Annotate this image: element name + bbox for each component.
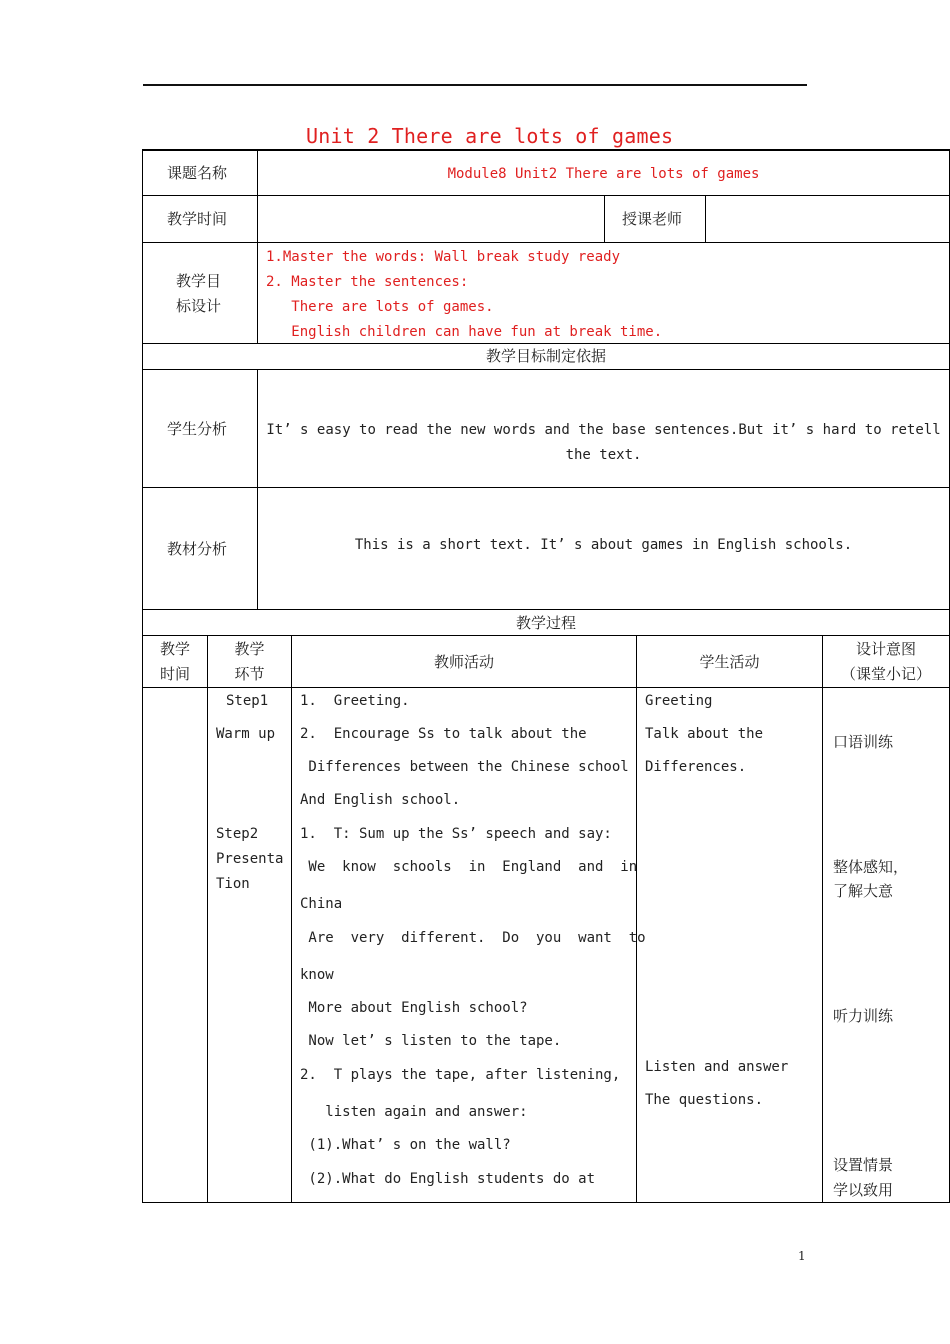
student-activity-line: Greeting bbox=[645, 693, 713, 709]
teacher-activity-line: know bbox=[300, 967, 334, 983]
teacher-activity-line: 2. Encourage Ss to talk about the bbox=[300, 726, 587, 742]
material-analysis-text: This is a short text. It’ s about games in English schools. bbox=[354, 537, 853, 553]
step-label: Step1 bbox=[226, 693, 269, 709]
intent-note: 了解大意 bbox=[833, 882, 894, 900]
process-header: 教学过程 bbox=[515, 614, 576, 632]
col-teacher-header: 教师活动 bbox=[433, 653, 494, 671]
teacher-label: 授课老师 bbox=[622, 210, 683, 228]
student-activity-line: Differences. bbox=[645, 759, 747, 775]
topic-value: Module8 Unit2 There are lots of games bbox=[447, 166, 760, 182]
teacher-activity-line: Now let’ s listen to the tape. bbox=[300, 1033, 562, 1049]
teacher-activity-line: China bbox=[300, 896, 343, 912]
teacher-activity-line: We know schools in England and in bbox=[300, 859, 638, 875]
col-time-header-line1: 教学 bbox=[159, 640, 190, 658]
time-label: 教学时间 bbox=[167, 210, 228, 228]
col-student-header: 学生活动 bbox=[699, 653, 760, 671]
intent-note: 整体感知， bbox=[833, 858, 909, 876]
objective-line: 1.Master the words: Wall break study ready bbox=[266, 249, 621, 265]
objective-line: There are lots of games. bbox=[266, 299, 494, 315]
student-analysis-text-line2: the text. bbox=[565, 447, 642, 463]
topic-label: 课题名称 bbox=[167, 164, 228, 182]
teacher-activity-line: listen again and answer: bbox=[300, 1104, 528, 1120]
intent-note: 学以致用 bbox=[833, 1181, 894, 1199]
step-label: Presenta bbox=[216, 851, 284, 867]
intent-note: 听力训练 bbox=[833, 1007, 894, 1025]
page-number: 1 bbox=[798, 1249, 806, 1263]
teacher-activity-line: And English school. bbox=[300, 792, 461, 808]
document-title: Unit 2 There are lots of games bbox=[306, 124, 674, 148]
objectives-label-line2: 标设计 bbox=[176, 297, 222, 315]
student-activity-line: The questions. bbox=[645, 1092, 764, 1108]
intent-note: 口语训练 bbox=[833, 733, 894, 751]
teacher-activity-line: Are very different. Do you want to bbox=[300, 930, 646, 946]
intent-note: 设置情景 bbox=[833, 1156, 894, 1174]
col-intent-header-line2: （课堂小记） bbox=[840, 665, 931, 683]
material-analysis-label: 教材分析 bbox=[167, 540, 228, 558]
objectives-label-line1: 教学目 bbox=[176, 272, 222, 290]
objective-line: English children can have fun at break time. bbox=[266, 324, 663, 340]
teacher-activity-line: Differences between the Chinese school bbox=[300, 759, 629, 775]
teacher-activity-line: (1).What’ s on the wall? bbox=[300, 1137, 511, 1153]
step-label: Warm up bbox=[216, 726, 276, 742]
student-activity-line: Listen and answer bbox=[645, 1059, 789, 1075]
student-analysis-text-line1: It’ s easy to read the new words and the base sentences.But it’ s hard to retell bbox=[266, 422, 941, 438]
student-analysis-label: 学生分析 bbox=[167, 420, 228, 438]
teacher-activity-line: More about English school? bbox=[300, 1000, 528, 1016]
col-time-header-line2: 时间 bbox=[159, 665, 190, 683]
teacher-activity-line: 1. T: Sum up the Ss’ speech and say: bbox=[300, 826, 612, 842]
header-rule bbox=[143, 84, 807, 86]
col-step-header-line1: 教学 bbox=[234, 640, 265, 658]
col-step-header-line2: 环节 bbox=[234, 665, 265, 683]
step-label: Tion bbox=[216, 876, 250, 892]
basis-header: 教学目标制定依据 bbox=[485, 347, 606, 365]
col-intent-header-line1: 设计意图 bbox=[855, 640, 916, 658]
teacher-activity-line: 2. T plays the tape, after listening, bbox=[300, 1067, 621, 1083]
step-label: Step2 bbox=[216, 826, 259, 842]
teacher-activity-line: 1. Greeting. bbox=[300, 693, 410, 709]
objective-line: 2. Master the sentences: bbox=[266, 274, 469, 290]
teacher-activity-line: (2).What do English students do at bbox=[300, 1171, 596, 1187]
student-activity-line: Talk about the bbox=[645, 726, 764, 742]
